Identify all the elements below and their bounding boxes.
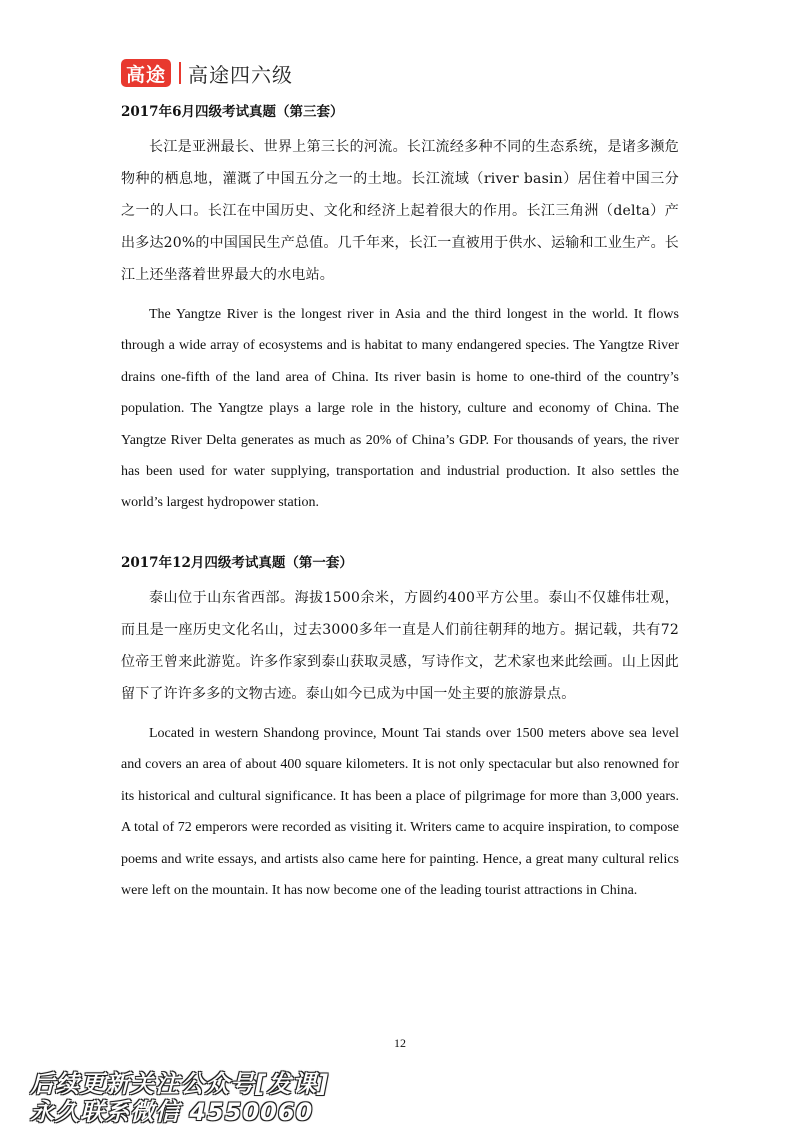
english-paragraph: The Yangtze River is the longest river in Asia and the third longest in the world. It flows through a wide array of ecosystems and is habitat to many endangered species. The Yangtze River drains one-fifth of the land area of China. Its river basin is home to one-third of the country’s population. The Yangtze plays a large role in the history, culture and economy of China. The Yangtze River Delta generates as much as 20% of China’s GDP. For thousands of years, the river has been used for water supplying, transportation and industrial production. It also settles the world’s largest hydropower station. [121, 307, 679, 511]
section-title: 2017年12月四级考试真题（第一套） [121, 555, 353, 571]
chinese-paragraph: 泰山位于山东省西部。海拔1500余米，方圆约400平方公里。泰山不仅雄伟壮观，而且是一座历史文化名山，过去3000多年一直是人们前往朝拜的地方。据记载，共有72位帝王曾来此游览。许多作家到泰山获取灵感，写诗作文，艺术家也来此绘画。山上因此留下了许许多多的文物古迹。泰山如今已成为中国一处主要的旅游景点。 [121, 590, 679, 702]
section-yangtze [121, 102, 679, 519]
section-title: 2017年6月四级考试真题（第三套） [121, 104, 344, 120]
chinese-paragraph: 长江是亚洲最长、世界上第三长的河流。长江流经多种不同的生态系统，是诸多濒危物种的栖息地，灌溉了中国五分之一的土地。长江流域（river basin）居住着中国三分之一的人口。长江在中国历史、文化和经济上起着很大的作用。长江三角洲（delta）产出多达20%的中国国民生产总值。几千年来，长江一直被用于供水、运输和工业生产。长江上还坐落着世界最大的水电站。 [121, 139, 679, 283]
brand-name: 高途四六级 [188, 62, 294, 87]
brand-logo [121, 58, 293, 88]
logo-mark: 高途 [121, 59, 171, 87]
english-paragraph: Located in western Shandong province, Mount Tai stands over 1500 meters above sea level and covers an area of about 400 square kilometers. It is not only spectacular but also renowned for its historical and cultural significance. It has been a place of pilgrimage for more than 3,000 years. A total of 72 emperors were recorded as visiting it. Writers came to acquire inspiration, to compose poems and write essays, and artists also came here for painting. Hence, a great many cultural relics were left on the mountain. It has now become one of the leading tourist attractions in China. [121, 726, 679, 899]
section-mount-tai [121, 553, 679, 906]
logo-divider [179, 62, 181, 84]
watermark-line-1: 后续更新关注公众号[发课] [30, 1070, 329, 1098]
page-number: 12 [394, 1036, 406, 1050]
watermark-line-2: 永久联系微信 4550060 [30, 1098, 314, 1126]
